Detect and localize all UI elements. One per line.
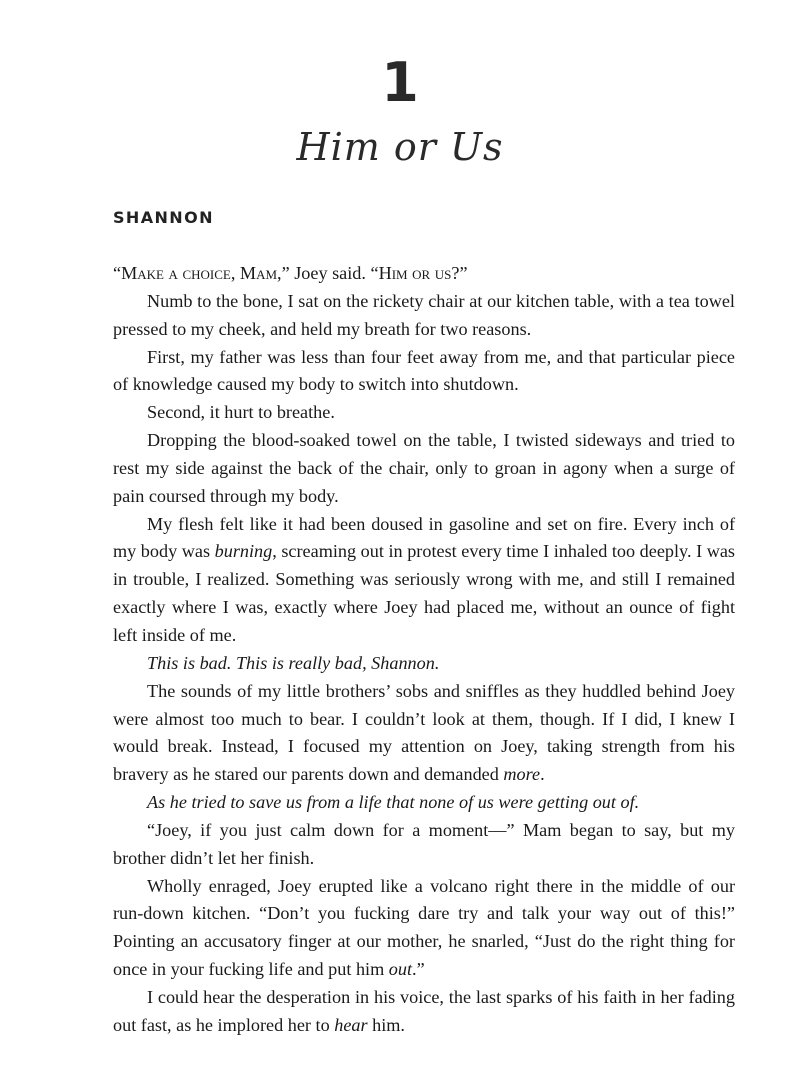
text-run: Wholly enraged, Joey erupted like a volcano right there in the middle of our run-down kitchen. “Don’t you fucking dare try and talk your way out of this!” Pointing an accusatory finger at our mother, he snarled, “Just do the right thing for once in your fucking life and put him (113, 875, 735, 980)
text-run: . (540, 764, 545, 785)
italic-text: out (388, 959, 413, 980)
text-run: I could hear the desperation in his voice, the last sparks of his faith in her fading out fast, as he implored her to (113, 986, 735, 1035)
paragraph (113, 817, 735, 873)
text-run: .” (412, 959, 425, 980)
text-run: My flesh felt like it had been doused in gasoline and set on fire. Every inch of my body was (113, 513, 735, 562)
paragraph (113, 427, 735, 511)
italic-text: burning (214, 541, 273, 562)
text-run: Second, it hurt to breathe. (147, 402, 335, 423)
paragraph (113, 399, 735, 427)
small-caps-text: “Make a choice, Mam,” (113, 263, 290, 283)
paragraph (113, 678, 735, 789)
paragraph (113, 789, 735, 817)
italic-text: This is bad. This is really bad, Shannon. (147, 652, 440, 673)
text-run: First, my father was less than four feet away from me, and that particular piece of knowledge caused my body to switch into shutdown. (113, 346, 735, 395)
paragraph (113, 511, 735, 650)
text-run: The sounds of my little brothers’ sobs and sniffles as they huddled behind Joey were almost too much to bear. I couldn’t look at them, though. If I did, I knew I would break. Instead, I focused my attention on Joey, taking strength from his bravery as he stared our parents down and demanded (113, 680, 735, 785)
paragraph (113, 984, 735, 1040)
text-run: “Joey, if you just calm down for a moment—” Mam began to say, but my brother didn’t let her finish. (113, 819, 735, 868)
paragraph (113, 650, 735, 678)
chapter-body (113, 260, 735, 1040)
chapter-title: Him or Us (296, 125, 504, 169)
paragraph (113, 873, 735, 984)
paragraph (113, 260, 735, 288)
pov-heading: SHANNON (113, 208, 214, 227)
text-run: , screaming out in protest every time I inhaled too deeply. I was in trouble, I realized. Something was seriously wrong with me, and still I remained exactly where I was, exactly where Joey had placed me, without an ounce of fight left inside of me. (113, 541, 736, 645)
italic-text: more (503, 764, 541, 785)
paragraph (113, 344, 735, 400)
chapter-number: 1 (381, 51, 419, 114)
small-caps-text: “Him or us?” (370, 263, 468, 283)
italic-text: hear (334, 1014, 368, 1035)
text-run: Dropping the blood-soaked towel on the table, I twisted sideways and tried to rest my side against the back of the chair, only to groan in agony when a surge of pain coursed through my body. (113, 430, 735, 506)
text-run: him. (367, 1014, 405, 1035)
italic-text: As he tried to save us from a life that none of us were getting out of. (147, 792, 640, 813)
paragraph (113, 288, 735, 344)
text-run: Joey said. (289, 263, 371, 283)
text-run: Numb to the bone, I sat on the rickety chair at our kitchen table, with a tea towel pressed to my cheek, and held my breath for two reasons. (113, 290, 735, 339)
